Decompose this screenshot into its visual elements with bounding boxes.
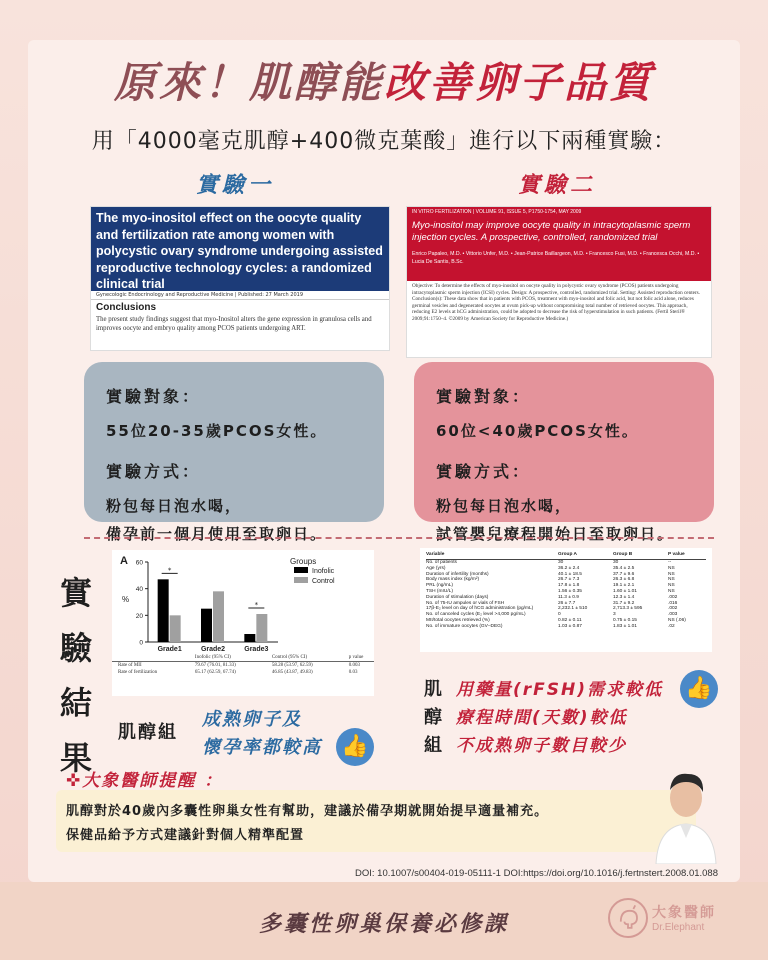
bar-inofolic-grade2 xyxy=(201,609,212,642)
bar-control-grade1 xyxy=(170,615,181,642)
clinical-table-cell: NS (.06) xyxy=(668,617,686,623)
exp1-method-label: 實驗方式： xyxy=(106,462,202,481)
clinical-table-cell: Variable xyxy=(426,552,445,557)
clinical-table-cell: 0.75 ± 0.15 xyxy=(613,617,637,623)
results-heading-char: 驗 xyxy=(59,629,92,667)
clinical-table-cell: 1.56 ± 0.35 xyxy=(558,588,582,594)
group-b-result-line: 療程時間(天數)較低 xyxy=(456,708,628,728)
clinical-table-cell: PRL (ng/mL) xyxy=(426,583,454,589)
exp2-method-line: 試管嬰兒療程開始日至取卵日。 xyxy=(436,525,675,543)
y-axis-label: % xyxy=(122,595,130,604)
paper2-image xyxy=(406,206,712,358)
legend-entry: Control xyxy=(312,578,335,585)
elephant-logo-icon xyxy=(608,898,648,938)
legend-entry: Inofolic xyxy=(312,568,335,575)
clinical-table-cell: 0 xyxy=(558,612,561,618)
clinical-table-cell: Duration of infertility (months) xyxy=(426,571,489,577)
clinical-table-cell: 0.82 ± 0.11 xyxy=(558,617,582,623)
clinical-table-cell: Duration of stimulation (days) xyxy=(426,594,489,600)
title-part1: 原來！肌醇能 xyxy=(113,58,384,107)
group-b-results xyxy=(456,676,663,760)
logo-text: 大象醫師 xyxy=(652,905,716,921)
clinical-table-cell: NS xyxy=(668,571,675,577)
clinical-table-cell: Group B xyxy=(613,552,633,557)
clinical-table-cell: 1.03 ± 0.87 xyxy=(558,623,582,629)
paper2-banner xyxy=(407,207,711,281)
clinical-table-cell: .02 xyxy=(668,623,675,629)
group-a-label: 肌醇組 xyxy=(118,722,178,743)
results-heading-char: 果 xyxy=(59,739,92,777)
group-b-result-line: 不成熟卵子數目較少 xyxy=(456,736,627,756)
chart-table-header xyxy=(112,654,374,662)
main-title xyxy=(0,50,768,110)
group-b-label-char: 醇 xyxy=(424,707,442,728)
clinical-table-cell: TSH (mIU/L) xyxy=(426,588,453,594)
thumbs-up-icon: 👍 xyxy=(680,670,718,708)
reminder-line: 肌醇對於40歲內多囊性卵巢女性有幫助，建議於備孕期就開始提早適量補充。 xyxy=(66,804,549,819)
clinical-table-cell: MII/total oocytes retrieved (%) xyxy=(426,617,490,623)
chart-table-row xyxy=(112,669,374,676)
exp2-subject-label: 實驗對象： xyxy=(436,387,532,406)
chart-table-cell: 0.003 xyxy=(348,663,361,668)
clinical-table-cell: 31.7 ± 9.2 xyxy=(613,600,635,606)
chart-table-cell: Rate of MII xyxy=(118,663,142,668)
exp2-method-label: 實驗方式： xyxy=(436,462,532,481)
reminder-line: 保健品給予方式建議針對個人精準配置 xyxy=(66,828,305,843)
clinical-table-body xyxy=(426,560,706,630)
clinical-table xyxy=(420,548,712,652)
clinical-table-cell: -- xyxy=(668,560,672,565)
clinical-table-cell: 35.4 ± 2.5 xyxy=(613,565,635,571)
clinical-table-cell: No. of 75-IU ampules or vials of FSH xyxy=(426,600,505,606)
clinical-table-cell: Age (yrs) xyxy=(426,565,446,571)
clinical-table-cell: P value xyxy=(668,552,685,557)
paper2-abstract: Objective: To determine the effects of myo-inositol on oocyte quality in polycystic ovary syndrome (PCOS) patients undergoing intracytoplasmic sperm injection (ICSI) cycles. Design: A prospective, controlled, randomized trial. Setting: Assisted reproduction centers. Conclusion(s): These data show that in patients with PCOS, treatment with myo-inositol and folic acid, but not folic acid alone, reduces germinal vesicles and degenerated oocytes at ovum pick-up without compromising total number of retrieved oocytes. This approach, reducing E2 levels at hCG administration, could be adopted to decrease the risk of hyperstimulation in such patients. (Fertil Steril® 2009;91:1750–4. ©2009 by American Society for Reproductive Medicine.) xyxy=(412,283,700,322)
chart-panel-label: A xyxy=(120,555,128,567)
exp1-subject-label: 實驗對象： xyxy=(106,387,202,406)
clinical-table-cell: .002 xyxy=(668,606,678,612)
clinical-table-cell: 26 ± 7.7 xyxy=(558,600,576,606)
clinical-table-cell: No. of immature oocytes (GV–DEG) xyxy=(426,623,503,629)
clinical-table-cell: Group A xyxy=(558,552,578,557)
clinical-table-cell: 26.3 ± 6.8 xyxy=(613,577,635,583)
significance-mark: * xyxy=(254,601,259,609)
chart-table-row xyxy=(112,662,374,669)
x-tick-label: Grade1 xyxy=(157,646,182,653)
clinical-table-cell: 40.1 ± 18.5 xyxy=(558,571,582,577)
y-tick-label: 20 xyxy=(135,612,143,620)
footer-title: 多囊性卵巢保養必修課 xyxy=(258,912,509,937)
chart-table-cell: 46.85 (43.87, 49.83) xyxy=(271,670,313,675)
section-divider xyxy=(84,537,714,539)
clinical-table-cell: .016 xyxy=(668,600,678,606)
reminder-text xyxy=(66,800,548,848)
clinical-table-cell: NS xyxy=(668,588,675,594)
group-a-result-line: 成熟卵子及 xyxy=(202,709,302,730)
chart-table xyxy=(112,654,374,696)
chart-table-cell: Inofolic (95% CI) xyxy=(194,655,231,660)
clinical-table-cell: NS xyxy=(668,565,675,571)
significance-mark: * xyxy=(167,566,172,575)
exp2-method-line: 粉包每日泡水喝， xyxy=(436,497,573,515)
clinical-table-cell: 26.7 ± 7.3 xyxy=(558,577,580,583)
bar-control-grade3 xyxy=(256,614,267,642)
clinical-table-cell: 1.60 ± 1.01 xyxy=(613,588,637,594)
clinical-table-cell: .002 xyxy=(668,594,678,600)
experiment1-card xyxy=(84,362,384,543)
paper1-image xyxy=(90,206,390,351)
clinical-table-cell: 2,713.3 ± 595 xyxy=(613,606,643,612)
group-b-result-line: 用藥量(rFSH)需求較低 xyxy=(456,680,664,700)
clinical-table-cell: No. of patients xyxy=(426,560,457,565)
results-heading-char: 結 xyxy=(59,684,92,722)
clinical-table-header xyxy=(426,551,706,560)
clinical-table-cell: .003 xyxy=(668,612,678,618)
group-b-label-char: 肌 xyxy=(424,679,442,700)
y-tick-label: 0 xyxy=(139,639,143,647)
clinical-table-row xyxy=(426,624,706,630)
x-tick-label: Grade3 xyxy=(244,646,269,653)
logo-subtext: Dr.Elephant xyxy=(652,922,705,933)
legend-swatch xyxy=(294,567,308,573)
clinical-table-cell: 30 xyxy=(558,560,564,565)
paper2-authors: Enrico Papaleo, M.D. • Vittorio Unfer, M.D. • Jean-Patrice Baillargeon, M.D. • Francesco Fusi, M.D. • Francesca Occhi, M.D. • Lucia De Santis, B.Sc. xyxy=(412,251,700,265)
experiment1-label: 實驗一 xyxy=(196,173,275,198)
chart-table-cell: 0.03 xyxy=(348,670,358,675)
y-tick-label: 60 xyxy=(135,559,143,567)
clinical-table-cell: 3 xyxy=(613,612,616,618)
clinical-table-cell: 2,232.1 ± 510 xyxy=(558,606,588,612)
chart-table-cell: 79.67 (76.01, 81.33) xyxy=(194,663,236,668)
legend-title: Groups xyxy=(290,557,317,566)
clinical-table-cell: 17β-E₂ level on day of hCG administration (pg/mL) xyxy=(426,606,534,612)
clinical-table-cell: 11.3 ± 0.9 xyxy=(558,594,579,600)
clinical-table-cell: 17.8 ± 1.8 xyxy=(558,583,580,589)
clinical-table-cell: 36.2 ± 2.4 xyxy=(558,565,580,571)
chart-table-cell: 58.28 (53.97, 62.59) xyxy=(271,663,313,668)
clinical-table-cell: 30 xyxy=(613,560,619,565)
exp1-method-line: 備孕前一個月使用至取卵日。 xyxy=(106,525,328,543)
experiment2-label: 實驗二 xyxy=(518,173,597,198)
clinical-table-cell: No. of canceled cycles (E₂ level >4,000 pg/mL) xyxy=(426,612,526,618)
reminder-title: ✜大象醫師提醒 ： xyxy=(66,771,224,791)
results-heading xyxy=(58,566,94,786)
chart-table-cell: Rate of fertilization xyxy=(118,670,158,675)
bar-chart xyxy=(112,550,374,654)
paper1-section: Conclusions xyxy=(96,302,157,313)
group-b-label xyxy=(418,676,448,760)
exp1-method-line: 粉包每日泡水喝， xyxy=(106,497,243,515)
paper2-title: Myo-inositol may improve oocyte quality in intracytoplasmic sperm injection cycles. A prospective, controlled, randomized trial xyxy=(412,220,691,243)
subtitle: 用「4000毫克肌醇+400微克葉酸」進行以下兩種實驗： xyxy=(91,129,677,154)
bar-control-grade2 xyxy=(213,591,224,642)
clinical-table-cell: 12.3 ± 1.4 xyxy=(613,594,635,600)
paper1-body: The present study findings suggest that myo-Inositol alters the gene expression in granulosa cells and improves oocyte and embryo quality among PCOS patients undergoing ART. xyxy=(96,316,372,332)
paper1-title: The myo-inositol effect on the oocyte quality and fertilization rate among women with polycystic ovary syndrome undergoing assisted reproductive technology cycles: a randomized clinical trial xyxy=(91,207,389,291)
group-b-label-char: 組 xyxy=(424,735,442,756)
y-tick-label: 40 xyxy=(135,586,143,594)
title-part2: 改善卵子品質 xyxy=(384,58,655,107)
thumbs-up-icon: 👍 xyxy=(336,728,374,766)
results-heading-char: 實 xyxy=(59,574,92,612)
paper1-meta: Gynecologic Endocrinology and Reproductive Medicine | Published: 27 March 2019 xyxy=(91,291,389,300)
group-a-result-line: 懷孕率都較高 xyxy=(202,737,322,758)
chart-table-cell: p value xyxy=(348,655,364,660)
x-tick-label: Grade2 xyxy=(200,646,226,653)
chart-table-cell: 65.17 (62.59, 67.74) xyxy=(194,670,236,675)
chart-table-cell: Control (95% CI) xyxy=(271,655,308,660)
clinical-table-cell: 37.7 ± 9.6 xyxy=(613,571,635,577)
paper2-journal: IN VITRO FERTILIZATION | VOLUME 91, ISSUE 5, P1750-1754, MAY 2009 xyxy=(412,209,582,215)
exp2-subject: 60位<40歲PCOS女性。 xyxy=(436,422,639,440)
doctor-photo xyxy=(646,764,726,864)
experiment2-card xyxy=(414,362,714,543)
clinical-table-cell: 19.1 ± 2.1 xyxy=(613,583,635,589)
clinical-table-cell: 1.83 ± 1.01 xyxy=(613,623,637,629)
exp1-subject: 55位20-35歲PCOS女性。 xyxy=(106,422,328,440)
clinical-table-cell: NS xyxy=(668,577,675,583)
chart-table-cell xyxy=(118,655,195,660)
bar-inofolic-grade1 xyxy=(158,579,169,642)
clinical-table-cell: NS xyxy=(668,583,675,589)
clinical-table-cell: Body mass index (kg/m²) xyxy=(426,577,480,583)
doi-reference: DOI: 10.1007/s00404-019-05111-1 DOI:https://doi.org/10.1016/j.fertnstert.2008.01.088 xyxy=(355,868,718,879)
bar-inofolic-grade3 xyxy=(244,634,255,642)
legend-swatch xyxy=(294,577,308,583)
group-a-results xyxy=(202,706,322,762)
